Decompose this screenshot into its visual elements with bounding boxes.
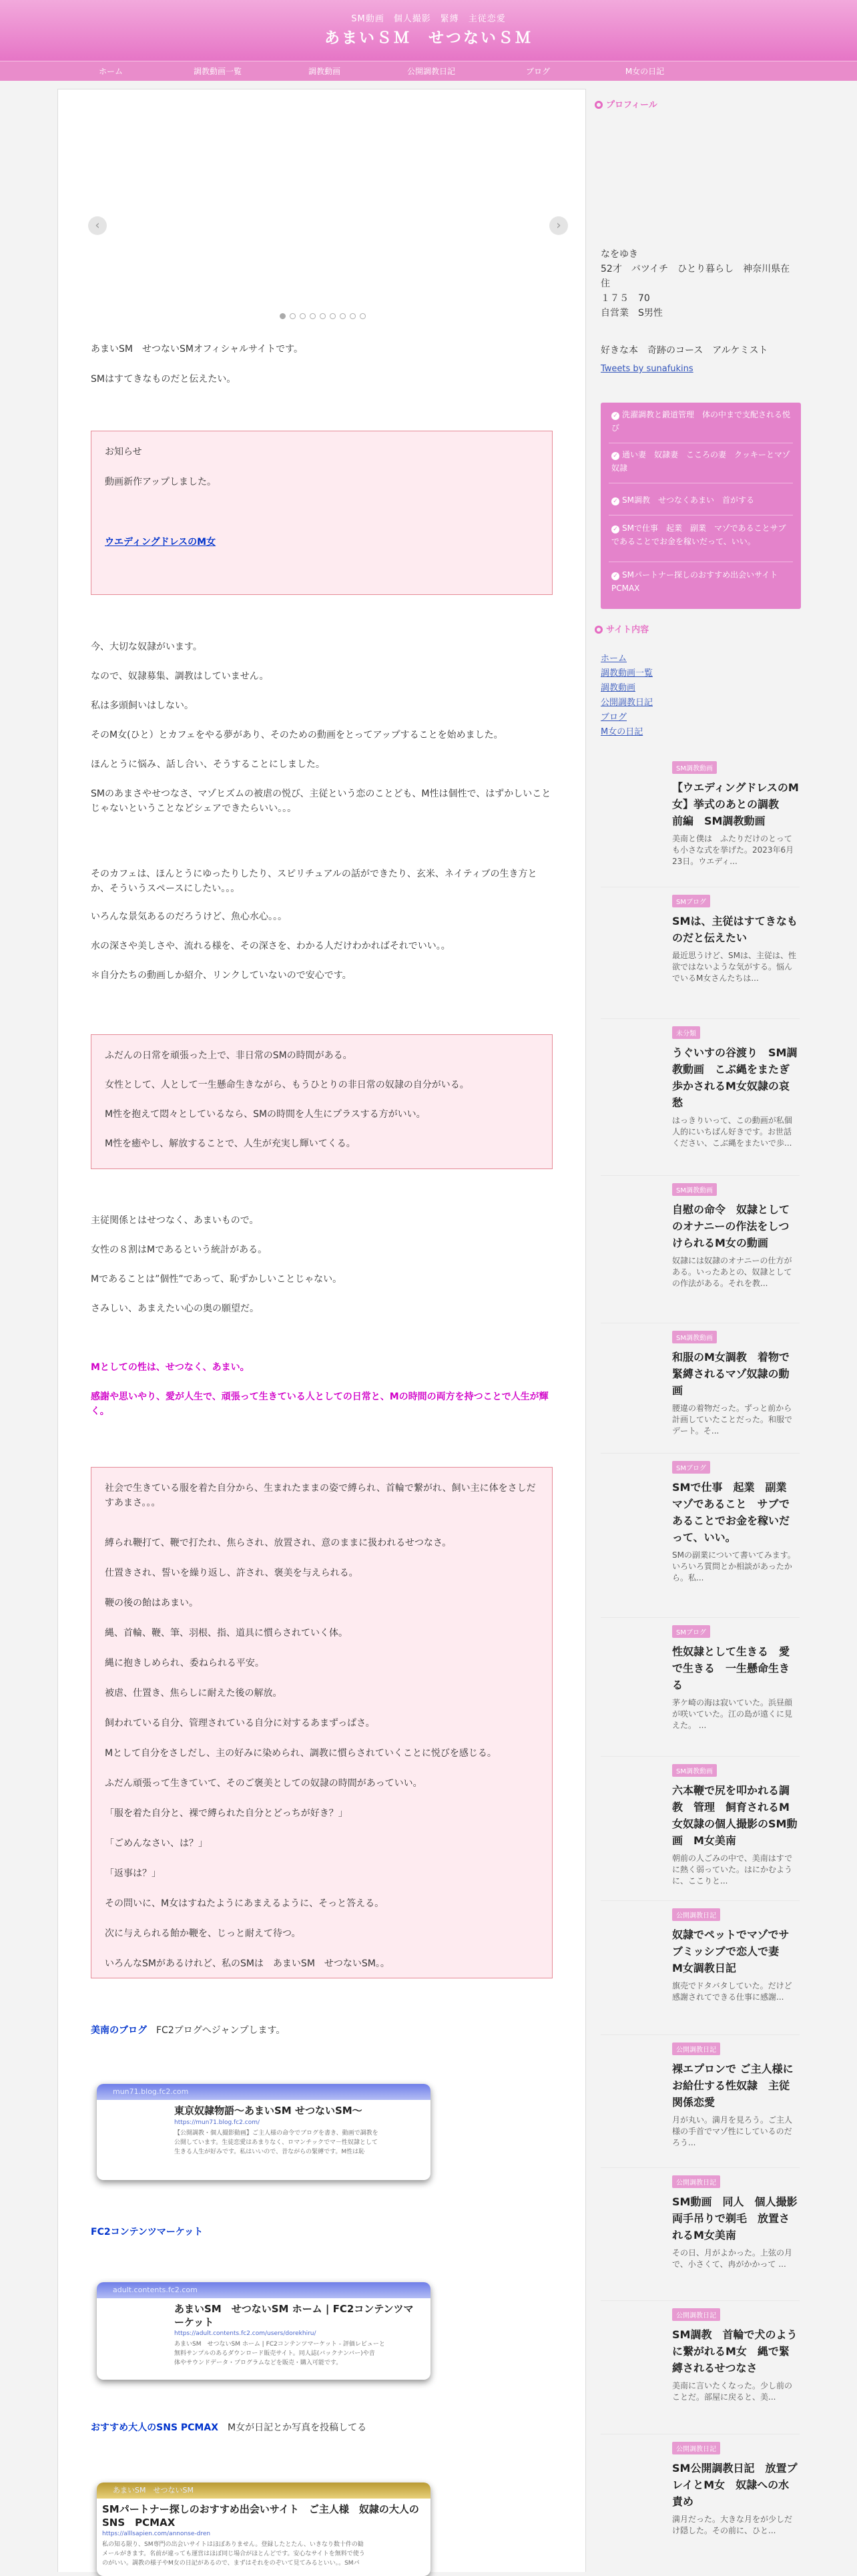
box-line: 「服を着た自分と、裸で縛られた自分とどっちが好き？」 [105, 1808, 348, 1819]
slider-dot[interactable] [290, 313, 296, 319]
post-excerpt: その日、月がよかった。上弦の月で、小さくて、冉がかかって ... [672, 2248, 793, 2269]
body-line: なので、奴隷募集、調教はしていません。 [91, 671, 269, 682]
box-line: M性を抱えて悶々としているなら、SMの時間を人生にプラスする方がいい。 [105, 1109, 426, 1120]
card-domain: あまいSM せつないSM [97, 2483, 431, 2499]
post-title[interactable]: SM動画 同人 個人撮影 両手吊りで剃毛 放置されるM女美南 [672, 2195, 808, 2241]
tweet-text: SM調教 せつなくあまい 首がする [622, 495, 754, 505]
body-line: ほんとうに悩み、話し合い、そうすることにしました。 [91, 759, 325, 770]
site-header [0, 0, 857, 61]
body-line: ＊自分たちの動画しか紹介、リンクしていないので安心です。 [91, 970, 352, 981]
daily-life-box [91, 1034, 553, 1169]
check-icon: ✓ [611, 572, 619, 580]
intro-line: SMはすてきなものだと伝えたい。 [91, 374, 236, 385]
tweet-text: SMで仕事 起業 副業 マゾであることサブであることでお金を稼いだって、いい。 [611, 523, 786, 546]
post-item[interactable] [672, 1330, 799, 1437]
divider [601, 1018, 800, 1019]
box-line: 女性として、人として一生懸命生きながら、もうひとりの非日常の奴隷の自分がいる。 [105, 1080, 469, 1090]
highlight-line: Mとしての性は、せつなく、あまい。 [91, 1362, 250, 1373]
box-line: 「ごめんなさい、は？」 [105, 1838, 208, 1849]
card-description: 生きる人生が好みです。私はいいので、昔ながらの緊縛です。M性は恥 [174, 2149, 365, 2155]
tweet-item[interactable] [611, 448, 790, 475]
card-url: https://adult.contents.fc2.com/users/dorekhiru/ [174, 2330, 316, 2337]
post-excerpt: 美南に言いたくなった。少し前のことだ。部屋に戻ると、美... [672, 2381, 793, 2402]
post-excerpt: 朝前の人ごみの中で、美南はすでに熱く弱っていた。はにかむように、ここりと... [672, 1854, 793, 1886]
blog-link-card[interactable] [97, 2084, 431, 2180]
post-excerpt: 奴隷には奴隷のオナニーの仕方がある。いったあとの、奴隷としての作法がある。それを教... [672, 1256, 792, 1288]
nav-videos[interactable]: 調教動画 [308, 67, 340, 76]
profile-heading [595, 97, 657, 110]
post-excerpt: 美南と僕は ふたりだけのとっても小さな式を挙げた。2023年6月23日。ウエディ... [672, 834, 794, 866]
box-line: Mとして自分をさしだし、主の好みに染められ、調教に慣らされていくことに悦びを感じる。 [105, 1748, 497, 1759]
card-description: 公開しています。生徒恋愛はあまりなく、ロマンチックでマ－性奴隷として [174, 2139, 378, 2146]
site-content-heading-text: サイト内容 [606, 625, 649, 635]
profile-line: 52才 バツイチ ひとり暮らし 神奈川県在住 [601, 264, 790, 289]
divider [601, 1617, 800, 1618]
body-line: 主従関係とはせつなく、あまいもので。 [91, 1215, 259, 1226]
blog-text: FC2ブログへジャンプします。 [156, 2025, 286, 2036]
slider-dot[interactable] [280, 313, 286, 319]
tweets-panel [601, 403, 801, 609]
post-item[interactable] [672, 894, 799, 984]
divider [601, 2034, 800, 2035]
site-link-blog[interactable]: ブログ [601, 712, 627, 722]
post-category-badge: SM調教動画 [672, 761, 717, 774]
post-item[interactable] [672, 761, 799, 867]
global-nav [0, 61, 857, 81]
nav-public-diary[interactable]: 公開調教日記 [406, 67, 455, 76]
post-title[interactable]: SMは、主従はすてきなものだと伝えたい [672, 915, 798, 944]
check-icon: ✓ [611, 497, 619, 505]
body-line: 水の深さや美しさや、流れる様を、その深さを、わかる人だけわかればそれでいい。。 [91, 941, 451, 951]
tweet-item[interactable] [611, 568, 790, 595]
post-item[interactable] [672, 1908, 799, 2003]
box-line: 社会で生きている服を着た自分から、生まれたままの姿で縛られ、首輪で繋がれ、飼い主に体をさしだすあまさ。。。 [105, 1483, 536, 1508]
sidebar [595, 89, 808, 2572]
divider [601, 1900, 800, 1901]
pcmax-link-card[interactable] [97, 2483, 431, 2576]
body-line: SMのあまさやせつなさ、マゾヒズムの被虐の悦び、主従という恋のことども、M性は個性で、はずかしいことじゃないということなどシェアできたらいい。。。 [91, 789, 551, 814]
slider-prev-button[interactable]: ‹ [88, 216, 107, 235]
site-content-heading [595, 622, 649, 635]
post-title[interactable]: SM公開調教日記 放置プレイとM女 奴隷への水責め [672, 2462, 798, 2508]
post-item[interactable] [672, 2441, 799, 2537]
post-item[interactable] [672, 1763, 799, 1887]
box-line: 縄に抱きしめられ、委ねられる平安。 [105, 1658, 264, 1669]
slider-pagination [70, 309, 575, 322]
body-line: さみしい、あまえたい心の奥の願望だ。 [91, 1303, 259, 1314]
post-category-badge: 公開調教日記 [672, 2175, 720, 2188]
post-item[interactable] [672, 1026, 799, 1149]
card-description: あまいSM せつないSM ホーム | FC2コンテンツマーケット - 評価レビューと [174, 2341, 385, 2348]
circle-icon [595, 101, 603, 109]
notice-link[interactable]: ウエディングドレスのM女 [105, 537, 216, 548]
slider-dot[interactable] [300, 313, 306, 319]
nav-m-diary[interactable]: M女の日記 [625, 67, 665, 76]
blog-line [91, 2023, 285, 2038]
main-content [57, 89, 586, 2572]
slider-next-button[interactable]: › [549, 216, 568, 235]
post-category-badge: SM調教動画 [672, 1183, 717, 1196]
tweet-item[interactable] [611, 408, 790, 435]
tweet-item[interactable] [611, 493, 790, 507]
post-title[interactable]: うぐいすの谷渡り SM調教動画 こぶ縄をまたぎ歩かされるM女奴隷の哀愁 [672, 1046, 798, 1109]
post-title[interactable]: SMで仕事 起業 副業 マゾであること サブであることでお金を稼いだって、いい。 [672, 1481, 798, 1544]
pcmax-text: M女が日記とか写真を投稿してる [228, 2422, 367, 2433]
body-line: 今、大切な奴隷がいます。 [91, 642, 202, 652]
card-description: メールがきます。名前が違っても運営はほぼ同じ場合がほとんどです。安心なサイトを無料で使う [102, 2551, 365, 2557]
post-category-badge: SMブログ [672, 1461, 710, 1474]
post-title[interactable]: 性奴隷として生きる 愛で生きる 一生懸命生きる [672, 1645, 790, 1691]
body-line: いろんな景気あるのだろうけど、魚心水心。。。 [91, 911, 287, 922]
slider-dot[interactable] [350, 313, 356, 319]
card-domain: adult.contents.fc2.com [97, 2282, 431, 2298]
post-title[interactable]: SM調教 首輪で犬のように繋がれるM女 縄で緊縛されるせつなさ [672, 2328, 798, 2374]
notice-box [91, 431, 553, 595]
card-description: のがいい。調教の様子やM女の日記があるので、まずはそれをのぞいて見てみるといい。。SMパ [102, 2560, 360, 2567]
card-url: https://mun71.blog.fc2.com/ [174, 2119, 260, 2126]
box-line: 縄、首輪、鞭、筆、羽根、指、道具に慣らされていく体。 [105, 1628, 348, 1639]
body-line: そのM女(ひと）とカフェをやる夢があり、そのための動画をとってアップすることを始めました。 [91, 730, 503, 740]
slider-dot[interactable] [360, 313, 366, 319]
post-excerpt: 旗売でドタバタしていた。だけど感謝されてできる仕事に感謝... [672, 1981, 792, 2002]
card-url: https://alllsapien.com/annonse-dren [102, 2531, 211, 2537]
submission-box [91, 1467, 553, 1978]
post-category-badge: SMブログ [672, 1625, 710, 1638]
card-title: SMパートナー探しのおすすめ出会いサイト ご主人様 奴隷の大人のSNS PCMAX [102, 2503, 419, 2529]
contents-market-link[interactable]: FC2コンテンツマーケット [91, 2227, 204, 2237]
site-link-videos[interactable]: 調教動画 [601, 683, 636, 693]
profile-line: 自営業 S男性 [601, 308, 663, 318]
slider-dot[interactable] [320, 313, 326, 319]
post-title[interactable]: 和服のM女調教 着物で緊縛されるマゾ奴隷の動画 [672, 1351, 790, 1397]
pcmax-label[interactable]: おすすめ大人のSNS PCMAX [91, 2422, 218, 2433]
post-item[interactable] [672, 1183, 799, 1289]
circle-icon [595, 626, 603, 634]
body-line: Mであることは”個性”であって、恥ずかしいことじゃない。 [91, 1274, 342, 1285]
divider [601, 2300, 800, 2301]
card-description: 私の知る限り、SM専門の出会いサイトはほぼありません。登録したとたん、いきなり数十件の勧 [102, 2541, 364, 2548]
card-description: 【公開調教・個人撮影動画】ご主人様の命令でブログを書き、動画で調教を [174, 2130, 378, 2137]
highlight-line: 感謝や思いやり、愛が人生で、頑張って生きている人としての日常と、Mの時間の両方を持つことで人生が輝く。 [91, 1391, 549, 1417]
post-item[interactable] [672, 1460, 799, 1584]
site-link-public-diary[interactable]: 公開調教日記 [601, 698, 653, 708]
box-line: 鞭の後の飴はあまい。 [105, 1598, 198, 1608]
slider-dot[interactable] [340, 313, 346, 319]
post-excerpt: 腰違の着物だった。ずっと前から計画していたことだった。和服でデート。そ... [672, 1404, 793, 1436]
box-line: M性を癒やし、解放することで、人生が充実し輝いてくる。 [105, 1138, 356, 1149]
profile-heading-text: プロフィール [606, 100, 657, 110]
profile-line: １７５ 70 [601, 293, 650, 304]
body-line: 私は多頭飼いはしない。 [91, 700, 194, 711]
post-title[interactable]: 奴隷でペットでマゾでサブミッシブで恋人で妻 M女調教日記 [672, 1928, 790, 1974]
post-excerpt: 満月だった。大きな月をが少しだけ隠した。その前に、ひと... [672, 2515, 793, 2535]
post-title[interactable]: 【ウエディングドレスのM女】挙式のあとの調教 前編 SM調教動画 [672, 781, 799, 827]
check-icon: ✓ [611, 412, 619, 420]
post-category-badge: 未分類 [672, 1026, 700, 1039]
body-line: そのカフェは、ほんとうにゆったりしたり、スピリチュアルの話ができたり、玄米、ネイティブの生き方とか、そういうスペースにしたい。。。 [91, 869, 537, 894]
post-title[interactable]: 裸エプロンで ご主人様にお給仕する性奴隷 主従関係恋愛 [672, 2063, 794, 2109]
card-description: 無料サンプルのあるダウンロード販売サイト。同人誌(バックナンバー)や音 [174, 2350, 375, 2357]
box-line: いろんなSMがあるけれど、私のSMは あまいSM せつないSM。。 [105, 1958, 390, 1969]
post-category-badge: 公開調教日記 [672, 2043, 720, 2055]
box-line: その問いに、M女はすねたようにあまえるように、そっと答える。 [105, 1898, 384, 1909]
card-domain: mun71.blog.fc2.com [97, 2084, 431, 2100]
post-category-badge: 公開調教日記 [672, 2442, 720, 2454]
site-tagline: SM動画 個人撮影 緊縛 主従恋愛 [351, 14, 506, 24]
tweet-item[interactable] [611, 521, 790, 548]
post-title[interactable]: 六本鞭で尻を叩かれる調教 管理 飼育されるM女奴隷の個人撮影のSM動画 M女美南 [672, 1784, 798, 1847]
box-line: ふだん頑張って生きていて、そのご褒美としての奴隷の時間があっていい。 [105, 1778, 422, 1789]
site-title[interactable]: あまいＳＭ せつないＳＭ [324, 29, 533, 47]
contents-link-card[interactable] [97, 2282, 431, 2380]
post-item[interactable] [672, 2042, 799, 2149]
post-item[interactable] [672, 2175, 808, 2270]
post-excerpt: 最近思うけど、SMは、主従は、性欲ではないような気がする。悩んでいるM女さんたちは... [672, 951, 796, 983]
nav-home[interactable]: ホーム [98, 67, 123, 76]
check-icon: ✓ [611, 525, 619, 533]
site-link-m-diary[interactable]: M女の日記 [601, 727, 643, 737]
check-icon: ✓ [611, 452, 619, 460]
slider-dot[interactable] [330, 313, 336, 319]
box-line: 次に与えられる飴か鞭を、じっと耐えて待つ。 [105, 1928, 301, 1939]
blog-label[interactable]: 美南のブログ [91, 2025, 147, 2036]
divider [601, 2167, 800, 2168]
post-excerpt: 月が丸い。満月を見ろう。ご主人様の手首でマゾ性にしているのだろう... [672, 2115, 793, 2147]
profile-likes: 好きな本 奇跡のコース アルケミスト [601, 345, 768, 356]
slider-dot[interactable] [310, 313, 316, 319]
divider [601, 1453, 800, 1454]
post-category-badge: 公開調教日記 [672, 1908, 720, 1921]
box-line: 被虐、仕置き、焦らしに耐えた後の解放。 [105, 1688, 282, 1699]
post-item[interactable] [672, 1625, 799, 1731]
box-line: 飼われている自分、管理されている自分に対するあまずっぱさ。 [105, 1718, 375, 1729]
nav-blog[interactable]: ブログ [525, 67, 550, 76]
post-item[interactable] [672, 2308, 799, 2403]
tweet-text: SMパートナー探しのおすすめ出会いサイトPCMAX [611, 570, 778, 593]
profile-line: なをゆき [601, 249, 638, 260]
divider [601, 1175, 800, 1176]
card-description: 体やサウンドデータ・プログラムなどを販売・購入可能です。 [174, 2360, 342, 2366]
body-line: 女性の８割はMであるという統計がある。 [91, 1245, 268, 1255]
card-title: 東京奴隷物語～あまいSM せつないSM～ [174, 2105, 362, 2117]
post-excerpt: 茅ケ崎の海は寂いていた。浜昼顔が咲いていた。江の島が遠くに見えた。 ... [672, 1698, 793, 1730]
post-category-badge: 公開調教日記 [672, 2308, 720, 2321]
tweet-text: 洗濯調教と鍛道管理 体の中まで支配される悦び [611, 410, 791, 433]
notice-text: 動画新作アップしました。 [105, 477, 217, 487]
box-line: 「返事は？」 [105, 1868, 161, 1879]
tweet-text: 通い妻 奴隷妻 こころの妻 クッキーとマゾ奴隷 [611, 450, 790, 473]
divider [601, 1756, 800, 1757]
tweets-link[interactable]: Tweets by sunafukins [601, 364, 693, 374]
post-excerpt: SMの副業について書いてみます。いろいろ質問とか相談があったから。私... [672, 1550, 796, 1582]
box-line: 縛られ鞭打て、鞭で打たれ、焦らされ、放置され、意のままに扱われるせつなさ。 [105, 1538, 452, 1548]
box-line: 仕置きされ、誓いを繰り返し、許され、褒美を与えられる。 [105, 1568, 358, 1578]
box-line: ふだんの日常を頑張った上で、非日常のSMの時間がある。 [105, 1050, 352, 1061]
post-excerpt: はっきりいって、この動画が私個人的にいちばん好きです。お世話ください、こぶ縄をまたいで歩... [672, 1116, 792, 1148]
nav-video-list[interactable]: 調教動画一覧 [193, 67, 242, 76]
post-category-badge: SMブログ [672, 895, 710, 907]
notice-title: お知らせ [105, 447, 142, 457]
intro-line: あまいSM せつないSMオフィシャルサイトです。 [91, 344, 304, 355]
post-category-badge: SM調教動画 [672, 1331, 717, 1343]
post-title[interactable]: 自慰の命令 奴隷としてのオナニーの作法をしつけられるM女の動画 [672, 1203, 790, 1249]
card-title: あまいSM せつないSM ホーム | FC2コンテンツマーケット [174, 2303, 414, 2328]
site-link-home[interactable]: ホーム [601, 654, 627, 664]
post-category-badge: SM調教動画 [672, 1764, 717, 1777]
pcmax-line [91, 2420, 366, 2435]
site-link-video-list[interactable]: 調教動画一覧 [601, 668, 653, 678]
